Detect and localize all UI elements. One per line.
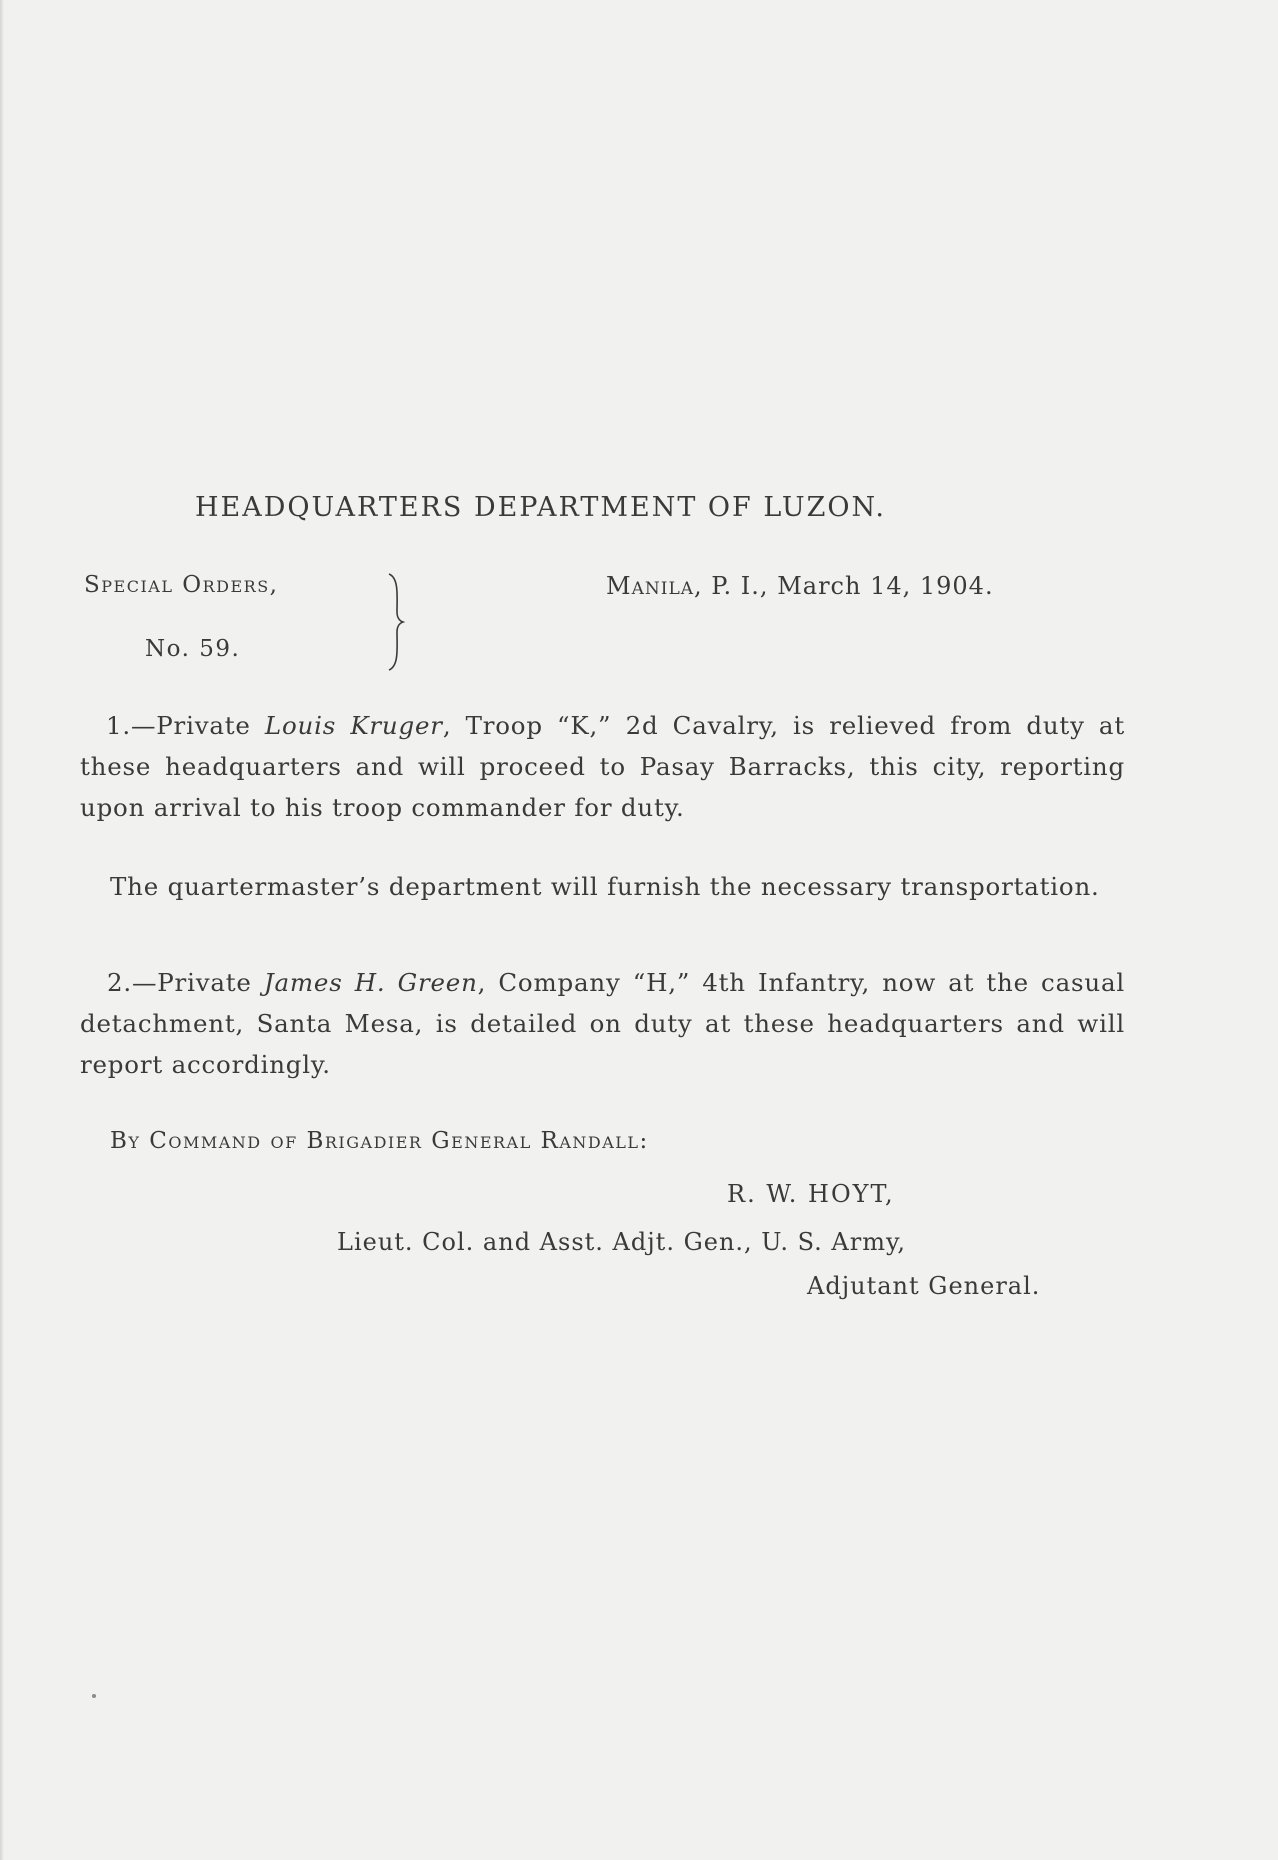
paper-speck — [92, 1694, 96, 1698]
paragraph-3-prefix: 2.—Private — [107, 968, 264, 997]
brace-icon — [385, 572, 405, 672]
signer-rank: Lieut. Col. and Asst. Adjt. Gen., U. S. Army, — [337, 1228, 906, 1256]
place: Manila, P. I., — [606, 572, 769, 600]
command-line: By Command of Brigadier General Randall: — [110, 1128, 649, 1154]
paragraph-3 — [80, 962, 1125, 1085]
document-heading: HEADQUARTERS DEPARTMENT OF LUZON. — [195, 492, 886, 523]
paragraph-3-name: James H. Green — [263, 968, 478, 997]
paragraph-1 — [80, 705, 1125, 828]
special-orders-number: No. 59. — [145, 636, 241, 662]
signer-title: Adjutant General. — [807, 1272, 1041, 1300]
paragraph-1-prefix: 1.—Private — [106, 711, 265, 740]
place-and-date — [606, 572, 994, 600]
paragraph-1-text: , Troop “K,” 2d Cavalry, is relieved from duty at these headquarters and will proceed to Pasay Barracks, this city, reporting upon arrival to his troop commander for duty. — [80, 711, 1125, 822]
paragraph-3-text: , Company “H,” 4th Infantry, now at the casual detachment, Santa Mesa, is detailed on duty at these headquarters and will report accordingly. — [80, 968, 1125, 1079]
special-orders-label: Special Orders, — [84, 572, 279, 598]
paragraph-1-name: Louis Kruger — [264, 711, 443, 740]
date: March 14, 1904. — [777, 572, 994, 600]
paragraph-2: The quartermaster’s department will furnish the necessary transportation. — [110, 872, 1100, 901]
signer-name: R. W. HOYT, — [727, 1180, 895, 1208]
